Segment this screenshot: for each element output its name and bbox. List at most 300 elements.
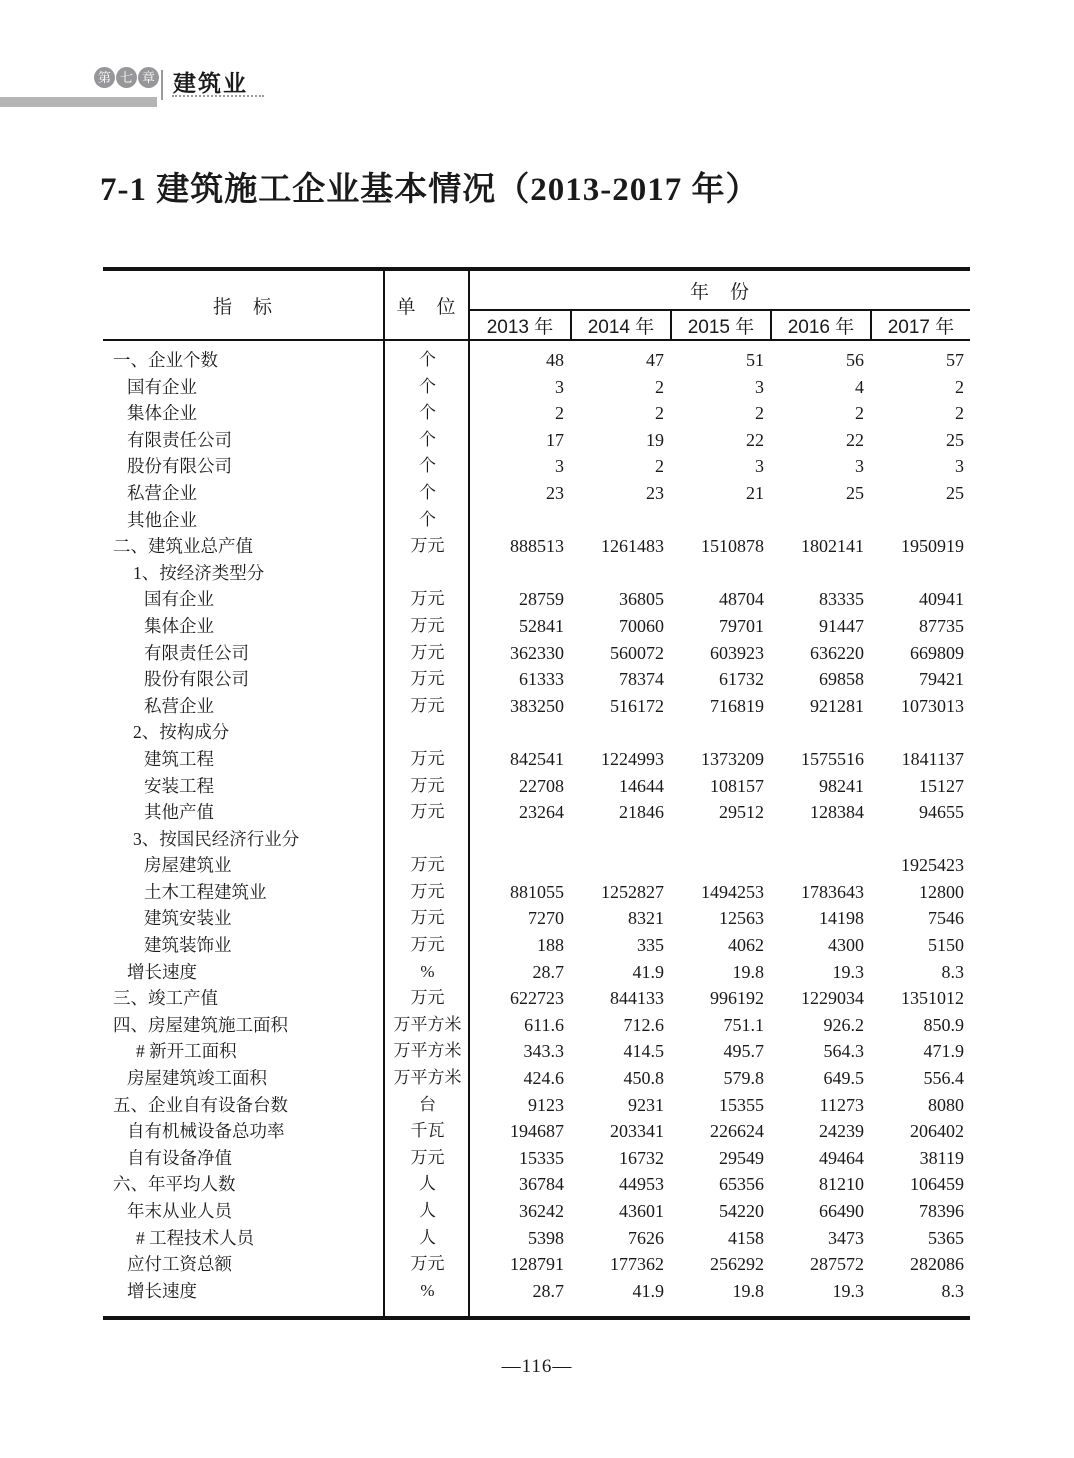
- row-value: 2: [655, 403, 664, 424]
- row-unit: 万元: [410, 775, 445, 795]
- row-value: [870, 719, 970, 746]
- row-label: 其他企业: [127, 509, 197, 530]
- row-unit: 万元: [410, 642, 445, 662]
- row-value: 282086: [910, 1254, 964, 1275]
- row-value: [470, 719, 570, 746]
- row-value: 21846: [619, 802, 664, 823]
- row-value: 79421: [919, 669, 964, 690]
- row-unit: 万元: [410, 855, 445, 875]
- row-value: 19.8: [732, 961, 764, 982]
- table-row: [103, 719, 970, 746]
- table-row: [103, 1225, 970, 1252]
- row-value: 49464: [819, 1147, 864, 1168]
- row-value: 712.6: [623, 1014, 664, 1035]
- table-row: [103, 613, 970, 640]
- table-row: [103, 852, 970, 879]
- row-value: 1925423: [901, 855, 964, 876]
- table-header: [103, 271, 970, 341]
- row-unit: 人: [419, 1227, 436, 1247]
- row-value: 4062: [728, 935, 764, 956]
- row-value: 4158: [728, 1227, 764, 1248]
- row-unit: 万元: [410, 536, 445, 556]
- chapter-title-underline: [172, 95, 264, 97]
- row-value: 206402: [910, 1121, 964, 1142]
- column-divider: [468, 341, 470, 1316]
- row-value: 5150: [928, 935, 964, 956]
- row-unit: %: [420, 961, 435, 981]
- row-value: 38119: [919, 1147, 964, 1168]
- row-value: 41.9: [632, 961, 664, 982]
- row-unit: 台: [419, 1094, 436, 1114]
- stats-table: [103, 267, 970, 1320]
- chapter-title: 建筑业: [173, 70, 248, 96]
- row-value: 226624: [710, 1121, 764, 1142]
- row-unit: 万平方米: [393, 1041, 462, 1061]
- row-value: 23: [646, 482, 664, 503]
- chapter-badge-char: 第: [94, 67, 115, 88]
- row-value: 450.8: [623, 1068, 664, 1089]
- row-value: [470, 560, 570, 587]
- row-value: 881055: [510, 881, 564, 902]
- table-row: [103, 1198, 970, 1225]
- table-row: [103, 773, 970, 800]
- row-value: 28759: [519, 589, 564, 610]
- header-indicator: 指 标: [103, 271, 385, 339]
- row-value: 3: [555, 456, 564, 477]
- row-value: 996192: [710, 988, 764, 1009]
- row-value: 751.1: [723, 1014, 764, 1035]
- row-value: 79701: [719, 615, 764, 636]
- row-unit: 万元: [410, 935, 445, 955]
- row-value: 1575516: [801, 748, 864, 769]
- table-row: [103, 959, 970, 986]
- row-value: 1229034: [801, 988, 864, 1009]
- row-unit: 个: [419, 456, 436, 476]
- row-value: 5365: [928, 1227, 964, 1248]
- header-years: [470, 271, 970, 339]
- row-label: 2、按构成分: [133, 722, 230, 743]
- row-label: 私营企业: [144, 695, 214, 716]
- table-row: [103, 560, 970, 587]
- row-unit: 个: [419, 376, 436, 396]
- row-value: 29512: [719, 802, 764, 823]
- row-label: 国有企业: [127, 376, 197, 397]
- row-value: 256292: [710, 1254, 764, 1275]
- column-divider: [383, 341, 385, 1316]
- table-row: [103, 1145, 970, 1172]
- row-unit: 人: [419, 1174, 436, 1194]
- row-value: 844133: [610, 988, 664, 1009]
- row-label: 应付工资总额: [127, 1254, 232, 1275]
- row-label: 六、年平均人数: [113, 1174, 236, 1195]
- row-value: 1373209: [701, 748, 764, 769]
- row-value: 335: [637, 935, 664, 956]
- row-value: [670, 826, 770, 853]
- row-value: 1073013: [901, 695, 964, 716]
- row-label: 有限责任公司: [144, 642, 249, 663]
- row-label: 集体企业: [144, 615, 214, 636]
- row-value: 56: [846, 350, 864, 370]
- row-value: 17: [546, 429, 564, 450]
- table-row: [103, 932, 970, 959]
- row-unit: 万元: [410, 1147, 445, 1167]
- row-unit: 人: [419, 1201, 436, 1220]
- row-value: 1224993: [601, 748, 664, 769]
- table-row: [103, 879, 970, 906]
- row-value: 40941: [919, 589, 964, 610]
- chapter-bar: [0, 97, 157, 107]
- row-value: 2: [655, 456, 664, 477]
- row-label: 自有机械设备总功率: [127, 1121, 285, 1142]
- table-row: [103, 799, 970, 826]
- row-label: 房屋建筑竣工面积: [127, 1068, 267, 1089]
- table-row: [103, 586, 970, 613]
- row-value: 471.9: [923, 1041, 964, 1062]
- row-value: 4: [855, 376, 864, 397]
- row-value: 19.3: [832, 1280, 864, 1301]
- row-value: 926.2: [823, 1014, 864, 1035]
- row-value: 41.9: [632, 1280, 664, 1301]
- row-unit: 万元: [410, 748, 445, 768]
- row-unit: [385, 826, 470, 853]
- row-value: 9231: [628, 1094, 664, 1115]
- row-value: 91447: [819, 615, 864, 636]
- page-title: 7-1 建筑施工企业基本情况（2013-2017 年）: [100, 172, 760, 208]
- row-value: 23264: [519, 802, 564, 823]
- row-value: 1950919: [901, 536, 964, 557]
- row-value: 52841: [519, 615, 564, 636]
- row-unit: [385, 719, 470, 746]
- row-label: 二、建筑业总产值: [113, 536, 253, 557]
- row-value: 78396: [919, 1201, 964, 1221]
- row-value: 1783643: [801, 881, 864, 902]
- row-value: 7546: [928, 908, 964, 929]
- row-value: [470, 507, 570, 534]
- row-value: [870, 507, 970, 534]
- row-value: 22: [746, 429, 764, 450]
- row-value: [570, 560, 670, 587]
- row-value: 57: [946, 350, 964, 370]
- chapter-badge-char: 章: [138, 67, 159, 88]
- row-value: 11273: [819, 1094, 864, 1115]
- table-row: [103, 507, 970, 534]
- table-row: [103, 826, 970, 853]
- table-row: [103, 1251, 970, 1278]
- row-unit: 万元: [410, 589, 445, 609]
- row-value: 2: [555, 403, 564, 424]
- page-number: —116—: [501, 1356, 573, 1377]
- table-body: [103, 341, 970, 1316]
- header-year-group: 年 份: [470, 271, 970, 311]
- header-year-2013: 2013 年: [486, 316, 554, 338]
- row-value: 14644: [619, 775, 664, 796]
- row-value: 424.6: [523, 1068, 564, 1089]
- row-value: 5398: [528, 1227, 564, 1248]
- row-value: 2: [955, 376, 964, 397]
- row-value: 24239: [819, 1121, 864, 1142]
- row-label: 3、按国民经济行业分: [133, 828, 300, 849]
- row-value: 3: [755, 376, 764, 397]
- row-value: 649.5: [823, 1068, 864, 1089]
- header-year-row: [470, 311, 970, 339]
- row-label: 年末从业人员: [127, 1201, 232, 1221]
- row-label: 建筑安装业: [144, 908, 232, 929]
- row-value: 98241: [819, 775, 864, 796]
- row-label: 建筑工程: [144, 748, 214, 769]
- row-value: [570, 826, 670, 853]
- row-value: 850.9: [923, 1014, 964, 1035]
- row-value: 22: [846, 429, 864, 450]
- row-value: 16732: [619, 1147, 664, 1168]
- row-label: # 工程技术人员: [136, 1227, 255, 1248]
- row-value: 14198: [819, 908, 864, 929]
- row-label: 国有企业: [144, 589, 214, 610]
- row-label: 四、房屋建筑施工面积: [113, 1014, 288, 1035]
- table-row: [103, 374, 970, 401]
- table-row: [103, 1065, 970, 1092]
- row-value: 22708: [519, 775, 564, 796]
- row-value: 579.8: [723, 1068, 764, 1089]
- row-value: 636220: [810, 642, 864, 663]
- row-unit: 万元: [410, 615, 445, 635]
- row-value: 28.7: [532, 961, 564, 982]
- row-unit: 万元: [410, 1254, 445, 1274]
- row-value: 343.3: [523, 1041, 564, 1062]
- row-value: 383250: [510, 695, 564, 716]
- row-value: 12800: [919, 881, 964, 902]
- row-value: [770, 507, 870, 534]
- row-value: 51: [746, 350, 764, 370]
- row-value: 1252827: [601, 881, 664, 902]
- row-value: 2: [655, 376, 664, 397]
- row-value: [570, 719, 670, 746]
- row-value: 54220: [719, 1201, 764, 1221]
- row-value: 1351012: [901, 988, 964, 1009]
- row-unit: 个: [419, 403, 436, 423]
- row-label: 股份有限公司: [144, 669, 249, 690]
- row-value: 516172: [610, 695, 664, 716]
- row-label: 其他产值: [144, 802, 214, 823]
- row-label: 土木工程建筑业: [144, 881, 267, 902]
- row-value: 70060: [619, 615, 664, 636]
- row-unit: 万平方米: [393, 1014, 462, 1034]
- row-value: [870, 826, 970, 853]
- row-value: 19.3: [832, 961, 864, 982]
- row-value: 12563: [719, 908, 764, 929]
- row-value: 36784: [519, 1174, 564, 1195]
- row-value: 716819: [710, 695, 764, 716]
- chapter-badge-char: 七: [116, 67, 137, 88]
- row-value: 19: [646, 429, 664, 450]
- row-value: 495.7: [723, 1041, 764, 1062]
- table-row: [103, 480, 970, 507]
- row-value: 48: [546, 350, 564, 370]
- row-label: 股份有限公司: [127, 456, 232, 477]
- row-value: 36242: [519, 1201, 564, 1221]
- row-label: 集体企业: [127, 403, 197, 424]
- row-value: 1802141: [801, 536, 864, 557]
- row-value: 560072: [610, 642, 664, 663]
- row-value: 78374: [619, 669, 664, 690]
- header-year-2016: 2016 年: [770, 311, 870, 339]
- row-value: 842541: [510, 748, 564, 769]
- row-value: 61732: [719, 669, 764, 690]
- row-value: [570, 852, 670, 879]
- row-value: 2: [855, 403, 864, 424]
- row-value: 128384: [810, 802, 864, 823]
- table-row: [103, 533, 970, 560]
- row-value: 25: [846, 482, 864, 503]
- row-value: [470, 852, 570, 879]
- row-unit: 万元: [410, 802, 445, 822]
- row-value: 7626: [628, 1227, 664, 1248]
- table-row: [103, 1118, 970, 1145]
- row-value: 106459: [910, 1174, 964, 1195]
- row-label: 私营企业: [127, 482, 197, 503]
- row-value: [770, 826, 870, 853]
- row-label: 五、企业自有设备台数: [113, 1094, 288, 1115]
- row-unit: 个: [419, 429, 436, 449]
- row-value: 44953: [619, 1174, 664, 1195]
- row-value: 28.7: [532, 1280, 564, 1301]
- row-value: 128791: [510, 1254, 564, 1275]
- row-value: 43601: [619, 1201, 664, 1221]
- row-value: 3: [555, 376, 564, 397]
- row-value: 65356: [719, 1174, 764, 1195]
- row-value: 108157: [710, 775, 764, 796]
- row-unit: 个: [419, 509, 436, 529]
- header-year-2017: 2017 年: [870, 311, 970, 339]
- row-value: [670, 719, 770, 746]
- row-value: 414.5: [623, 1041, 664, 1062]
- row-unit: 万元: [410, 695, 445, 715]
- row-value: [770, 852, 870, 879]
- row-unit: %: [420, 1280, 435, 1300]
- row-value: 15127: [919, 775, 964, 796]
- row-value: [670, 560, 770, 587]
- table-row: [103, 666, 970, 693]
- row-value: 203341: [610, 1121, 664, 1142]
- row-label: 一、企业个数: [113, 350, 218, 370]
- table-row: [103, 453, 970, 480]
- header-year-2015: 2015 年: [670, 311, 770, 339]
- row-unit: 万元: [410, 908, 445, 928]
- row-value: 8080: [928, 1094, 964, 1115]
- table-row: [103, 1278, 970, 1305]
- row-label: 三、竣工产值: [113, 988, 218, 1009]
- row-value: 21: [746, 482, 764, 503]
- row-unit: 千瓦: [410, 1121, 445, 1141]
- chapter-badge: [94, 67, 160, 88]
- row-value: 3: [855, 456, 864, 477]
- row-value: 8.3: [941, 961, 964, 982]
- table-row: [103, 640, 970, 667]
- row-unit: 万元: [410, 881, 445, 901]
- row-value: 3473: [828, 1227, 864, 1248]
- row-label: 房屋建筑业: [144, 855, 232, 876]
- row-value: 194687: [510, 1121, 564, 1142]
- row-unit: 万平方米: [393, 1068, 462, 1088]
- row-value: 36805: [619, 589, 664, 610]
- row-value: 8321: [628, 908, 664, 929]
- table-row: [103, 427, 970, 454]
- row-value: 2: [755, 403, 764, 424]
- row-label: 自有设备净值: [127, 1147, 232, 1168]
- row-label: 有限责任公司: [127, 429, 232, 450]
- table-row: [103, 347, 970, 374]
- row-value: 564.3: [823, 1041, 864, 1062]
- table-row: [103, 1092, 970, 1119]
- row-value: 83335: [819, 589, 864, 610]
- row-value: 47: [646, 350, 664, 370]
- row-value: [870, 560, 970, 587]
- row-value: 669809: [910, 642, 964, 663]
- row-value: [770, 560, 870, 587]
- row-value: 69858: [819, 669, 864, 690]
- row-value: 3: [755, 456, 764, 477]
- row-value: [770, 719, 870, 746]
- row-value: 188: [537, 935, 564, 956]
- row-label: 1、按经济类型分: [133, 562, 265, 583]
- row-value: 556.4: [923, 1068, 964, 1089]
- row-value: 19.8: [732, 1280, 764, 1301]
- table-row: [103, 1038, 970, 1065]
- chapter-divider: [161, 70, 163, 100]
- row-value: 888513: [510, 536, 564, 557]
- row-value: 362330: [510, 642, 564, 663]
- row-value: [670, 852, 770, 879]
- row-value: 87735: [919, 615, 964, 636]
- row-value: 1510878: [701, 536, 764, 557]
- table-row: [103, 746, 970, 773]
- row-value: 1841137: [901, 748, 964, 769]
- row-unit: 万元: [410, 669, 445, 689]
- row-label: 增长速度: [127, 961, 197, 982]
- row-label: 增长速度: [127, 1280, 197, 1301]
- row-value: 25: [946, 429, 964, 450]
- row-value: 9123: [528, 1094, 564, 1115]
- table-row: [103, 1012, 970, 1039]
- row-value: 287572: [810, 1254, 864, 1275]
- row-label: 安装工程: [144, 775, 214, 796]
- row-value: 2: [955, 403, 964, 424]
- row-value: 23: [546, 482, 564, 503]
- row-value: 622723: [510, 988, 564, 1009]
- row-value: 81210: [819, 1174, 864, 1195]
- row-value: 611.6: [524, 1014, 564, 1035]
- row-value: 94655: [919, 802, 964, 823]
- row-value: 8.3: [941, 1280, 964, 1301]
- row-value: 15355: [719, 1094, 764, 1115]
- row-value: 177362: [610, 1254, 664, 1275]
- row-value: 25: [946, 482, 964, 503]
- row-unit: 万元: [410, 988, 445, 1008]
- row-value: 4300: [828, 935, 864, 956]
- row-label: 建筑装饰业: [144, 935, 232, 956]
- row-unit: 个: [419, 482, 436, 502]
- table-row: [103, 400, 970, 427]
- row-label: # 新开工面积: [136, 1041, 237, 1062]
- row-value: 48704: [719, 589, 764, 610]
- table-row: [103, 905, 970, 932]
- row-value: 921281: [810, 695, 864, 716]
- row-unit: 个: [419, 350, 436, 369]
- row-value: [670, 507, 770, 534]
- row-value: 29549: [719, 1147, 764, 1168]
- table-row: [103, 693, 970, 720]
- row-value: 7270: [528, 908, 564, 929]
- row-value: 1261483: [601, 536, 664, 557]
